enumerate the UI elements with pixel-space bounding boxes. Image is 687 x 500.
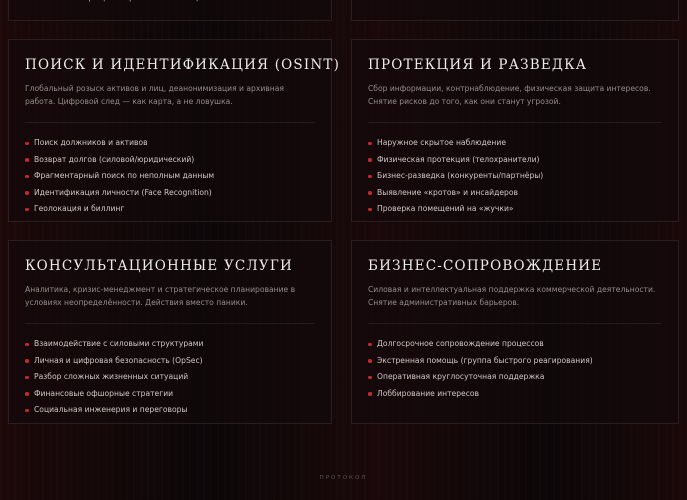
list-item: [25, 386, 315, 403]
list-item-label: Личная и цифровая безопасность (OpSec): [34, 355, 203, 365]
bullet-icon: [368, 175, 372, 179]
bullet-icon: [368, 191, 372, 195]
list-item: [368, 369, 662, 386]
list-item-label: Геолокация и биллинг: [34, 204, 125, 213]
bullet-icon: [368, 142, 372, 146]
list-item-label: Взаимодействие с силовыми структурами: [34, 339, 204, 348]
bullet-icon: [368, 208, 372, 212]
list-item: [25, 353, 315, 370]
service-card-osint: [8, 39, 341, 222]
footer-label: ПРОТОКОЛ: [319, 475, 368, 481]
list-item: [25, 201, 315, 218]
service-list: [25, 336, 315, 419]
service-list: [368, 336, 662, 402]
card-description: Силовая и интеллектуальная поддержка коммерческой деятельности. Снятие административных барьеров.: [368, 285, 656, 307]
list-item-label: Фрагментарный поиск по неполным данным: [34, 171, 215, 180]
list-item-label: Социальная инженерия и переговоры: [34, 405, 188, 414]
card-description: Глобальный розыск активов и лиц, деанонимизация и архивная работа. Цифровой след — как карта, а не ловушка.: [25, 84, 284, 106]
list-item: [25, 185, 315, 202]
divider: [368, 323, 662, 324]
list-item-label: Долгосрочное сопровождение процессов: [377, 339, 544, 348]
list-item: [368, 336, 662, 353]
list-item-label: Экстренная помощь (группа быстрого реагирования): [377, 355, 593, 365]
card-description: Сбор информации, контрнаблюдение, физическая защита интересов. Снятие рисков до того, как они станут угрозой.: [368, 84, 651, 106]
bullet-icon: [25, 343, 29, 347]
list-item: [25, 135, 315, 152]
list-item: [25, 152, 315, 169]
divider: [368, 122, 662, 123]
list-item: [368, 168, 662, 185]
list-item-label: [34, 0, 199, 2]
divider: [25, 323, 315, 324]
service-list: [368, 135, 662, 218]
list-item: [368, 386, 662, 403]
service-card-top-right: [351, 0, 679, 21]
bullet-icon: [25, 392, 29, 396]
list-item-label: Возврат долгов (силовой/юридический): [34, 154, 195, 164]
bullet-icon: [368, 343, 372, 347]
list-item: [368, 353, 662, 370]
list-item-label: Выявление «кротов» и инсайдеров: [377, 187, 518, 197]
service-card-top-left: [8, 0, 332, 21]
list-item: [25, 336, 315, 353]
service-card-business: [351, 240, 679, 424]
list-item-label: Физическая протекция (телохранители): [377, 154, 540, 164]
card-title: КОНСУЛЬТАЦИОННЫЕ УСЛУГИ: [25, 258, 293, 274]
list-item: [25, 168, 315, 185]
list-item: [25, 369, 315, 386]
list-item-label: Проверка помещений на «жучки»: [377, 204, 514, 213]
list-item: [25, 402, 315, 419]
list-item-label: Оперативная круглосуточная поддержка: [377, 372, 545, 381]
bullet-icon: [25, 409, 29, 413]
services-grid: [8, 0, 679, 424]
list-item-label: Бизнес-разведка (конкуренты/партнёры): [377, 171, 544, 180]
bullet-icon: [368, 158, 372, 162]
list-item: [25, 0, 199, 6]
bullet-icon: [25, 175, 29, 179]
list-item-label: Поиск должников и активов: [34, 138, 148, 147]
service-list: [25, 135, 315, 218]
bullet-icon: [368, 359, 372, 363]
bullet-icon: [25, 208, 29, 212]
bullet-icon: [25, 359, 29, 363]
list-item: [368, 201, 662, 218]
bullet-icon: [25, 158, 29, 162]
divider: [25, 122, 315, 123]
list-item-label: Финансовые офшорные стратегии: [34, 388, 174, 398]
bullet-icon: [368, 376, 372, 380]
bullet-icon: [25, 376, 29, 380]
list-item-label: Разбор сложных жизненных ситуаций: [34, 372, 189, 381]
card-title: ПРОТЕКЦИЯ И РАЗВЕДКА: [368, 57, 588, 73]
service-card-protection: [351, 39, 679, 222]
service-card-consulting: [8, 240, 332, 424]
list-item: [368, 135, 662, 152]
bullet-icon: [25, 191, 29, 195]
list-item-label: Наружное скрытое наблюдение: [377, 138, 506, 147]
list-item: [368, 185, 662, 202]
card-title: БИЗНЕС-СОПРОВОЖДЕНИЕ: [368, 258, 603, 274]
bullet-icon: [368, 392, 372, 396]
list-item-label: Идентификация личности (Face Recognition): [34, 187, 212, 197]
card-title: ПОИСК И ИДЕНТИФИКАЦИЯ (OSINT): [25, 57, 341, 73]
bullet-icon: [25, 142, 29, 146]
card-description: Аналитика, кризис-менеджмент и стратегическое планирование в условиях неопределённости. Действия вместо паники.: [25, 285, 296, 307]
list-item: [368, 152, 662, 169]
list-item-label: Лоббирование интересов: [377, 388, 480, 398]
